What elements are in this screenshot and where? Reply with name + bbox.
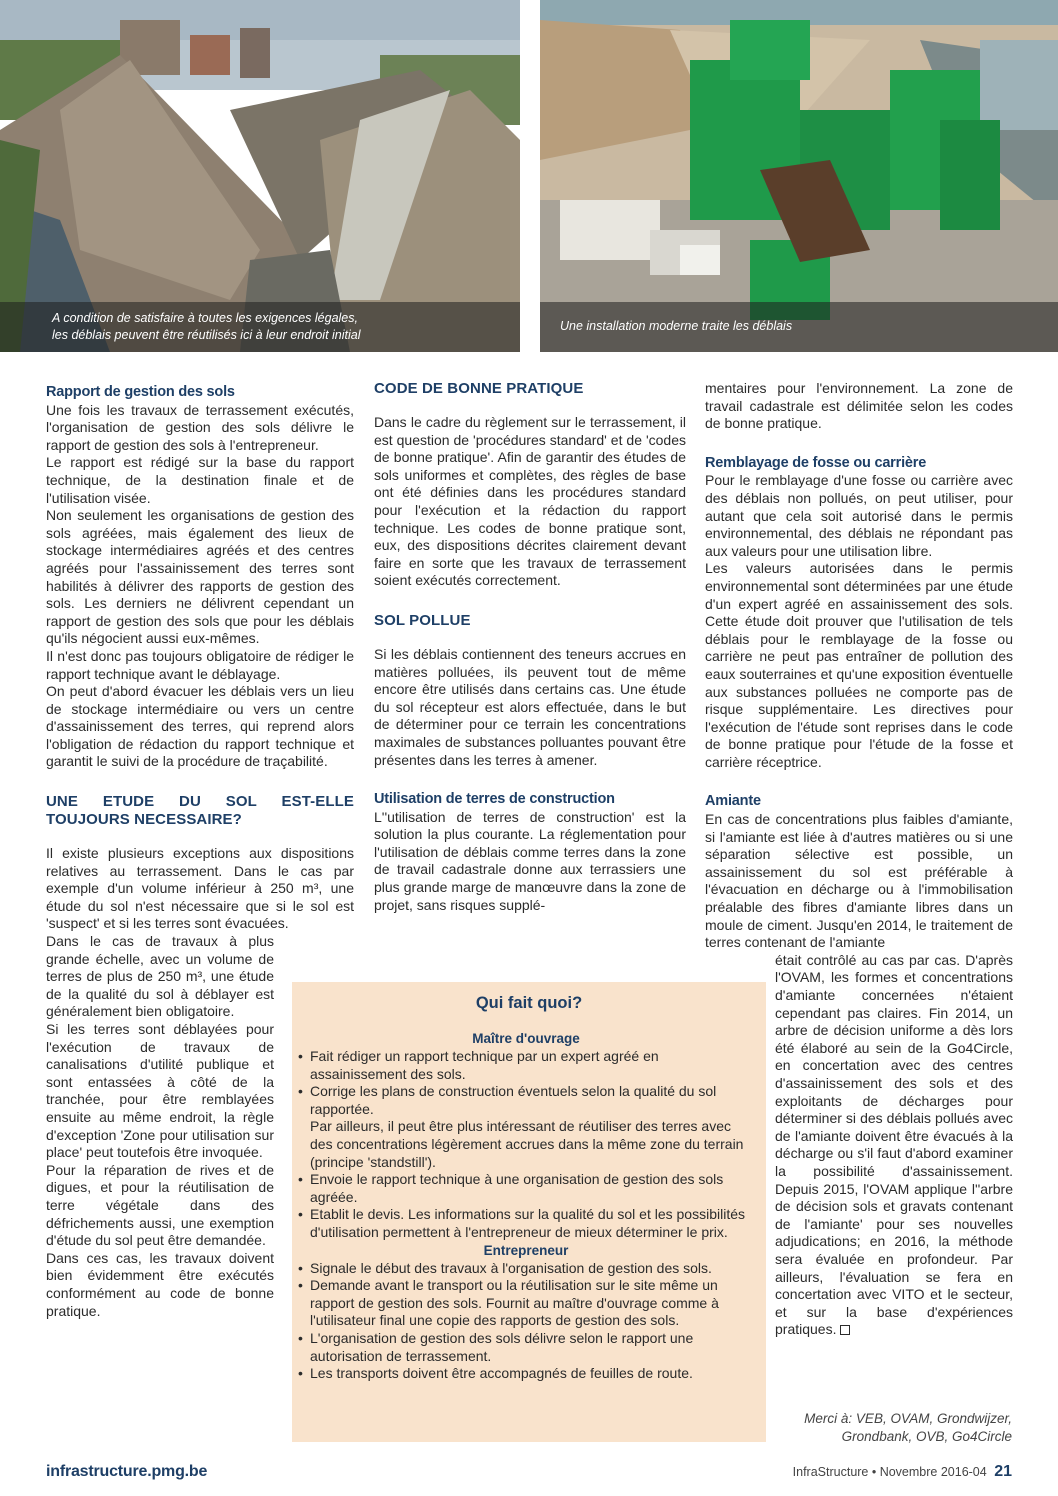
- bullet-icon: •: [298, 1329, 303, 1346]
- paragraph: Le rapport est rédigé sur la base du rapport technique, de la destination finale et de l'utilisation visée.: [46, 454, 354, 506]
- sidebox-title: Qui fait quoi?: [475, 994, 583, 1012]
- right-photo-caption: Une installation moderne traite les déblais: [540, 302, 1058, 352]
- list-item: [298, 1330, 754, 1365]
- acknowledgements-line: Grondbank, OVB, Go4Circle: [841, 1429, 1012, 1444]
- paragraph-text: était contrôlé au cas par cas. D'après l'OVAM, les formes et concentrations d'amiante concernées n'étaient cependant pas claires. Fin 2014, un arbre de décision uniforme a dès lors été élaboré au sein de la Go4Circle, en concertation avec des centres d'assainissement des sols et des exploitants de décharges pour déterminer si des déblais pollués avec de l'amiante doivent être évacués à la décharge ou s'il faut d'abord examiner la possibilité d'assainissement. Depuis 2015, l'OVAM applique l''arbre de décision sols et gravats contenant de l'amiante' pour ses nouvelles adjudications; en 2016, la méthode sera évaluée en profondeur. Par ailleurs, l'évaluation se fera en concertation avec VITO et le secteur, et sur la base d'expériences pratiques.: [775, 951, 1013, 1338]
- paragraph: En cas de concentrations plus faibles d'amiante, si l'amiante est liée à d'autres matières ou si une séparation sélective est possible, un assainissement du sol est préférable à l'évacuation en décharge ou à l'immobilisation préalable des fibres d'amiante libres dans un moule de ciment. Jusqu'en 2014, le traitement de terres contenant de l'amiante: [705, 811, 1013, 951]
- heading-sol-pollue: SOL POLLUE: [374, 611, 471, 629]
- paragraph-with-endmark: [775, 952, 1013, 1339]
- sidebox-qui-fait-quoi: [292, 982, 766, 1442]
- paragraph: Si les déblais contiennent des teneurs accrues en matières polluées, ils peuvent tout de même encore être utilisés dans certains cas. Une étude du sol récepteur est alors effectuée, dans le but de déterminer pour ce terrain les concentrations maximales de substances polluantes pouvant être présentes dans les terres à amener.: [374, 645, 686, 768]
- list-item-text: Envoie le rapport technique à une organisation de gestion des sols agréée.: [310, 1171, 724, 1205]
- paragraph: Pour le remblayage d'une fosse ou carrière avec des déblais non pollués, on peut utiliser, pour autant que cela soit autorisé dans le permis environnemental, des déblais ne répondant pas aux valeurs pour une utilisation libre.: [705, 472, 1013, 559]
- footer-issue-info: [793, 1463, 1012, 1481]
- maitre-list: [298, 1048, 754, 1242]
- list-item-text: Demande avant le transport ou la réutilisation sur le site même un rapport de gestion des sols. Fournit au maître d'ouvrage comme à l'utilisateur final une copie des rapports de gestion des sols.: [310, 1277, 719, 1329]
- caption-line: les déblais peuvent être réutilisés ici à leur endroit initial: [52, 328, 361, 342]
- list-item: [298, 1277, 754, 1330]
- entrepreneur-list: [298, 1260, 754, 1383]
- paragraph: L''utilisation de terres de construction' est la solution la plus courante. La réglementation pour l'utilisation de déblais comme terres dans la zone de travail cadastrale donne aux terrassiers une plus grande marge de manœuvre dans la zone de projet, sans risques supplé-: [374, 808, 686, 913]
- narrow-text-block: [46, 933, 274, 1320]
- bullet-icon: •: [298, 1083, 303, 1100]
- heading-terres-construction: Utilisation de terres de construction: [374, 791, 615, 808]
- paragraph: Dans ces cas, les travaux doivent bien évidemment être exécutés conformément au code de bonne pratique.: [46, 1249, 274, 1319]
- paragraph: Non seulement les organisations de gestion des sols agréées, mais également des lieux de stockage intermédiaires agréés et des centres agréés pour l'assainissement des terres sont habilités à délivrer des rapports de gestion des sols. Les derniers ne délivrent cependant un rapport de gestion des sols que pour les déblais qu'ils négocient aussi eux-mêmes.: [46, 507, 354, 647]
- list-item-text: Les transports doivent être accompagnés de feuilles de route.: [310, 1365, 693, 1382]
- list-item: [298, 1365, 754, 1383]
- paragraph: Pour la réparation de rives et de digues, et pour la réutilisation de terre végétale dans des défrichements aussi, une exemption d'étude du sol peut être demandée.: [46, 1161, 274, 1249]
- sidebox-subheading-entrepreneur: Entrepreneur: [483, 1242, 569, 1258]
- paragraph: Il existe plusieurs exceptions aux dispositions relatives au terrassement. Dans le cas par exemple d'un volume inférieur à 250 m³, une étude du sol n'est nécessaire que si le sol est 'suspect' et si les terres sont évacuées.: [46, 845, 354, 932]
- paragraph: Les valeurs autorisées dans le permis environnemental sont déterminées par une étude d'un expert agréé en assainissement des sols. Cette étude doit prouver que l'utilisation de tels déblais pour le remblayage de la fosse ou carrière ne peut pas entraîner de pollution des eaux souterraines et qu'une exposition éventuelle aux substances polluées ne comporte pas de risque supplémentaire. Les directives pour l'exécution de l'étude sont reprises dans le code de bonne pratique pour l'étude de la fosse et carrière réceptrice.: [705, 560, 1013, 770]
- list-item-text: Etablit le devis. Les informations sur la qualité du sol et les possibilités d'utilisation permettent à l'entrepreneur de mieux déterminer le prix.: [310, 1206, 745, 1240]
- canal-scene-image: [0, 0, 520, 352]
- bullet-icon: •: [298, 1277, 303, 1294]
- end-of-article-icon: [840, 1325, 850, 1335]
- list-item: [298, 1206, 754, 1241]
- list-item-text: Fait rédiger un rapport technique par un expert agréé en assainissement des sols.: [310, 1048, 659, 1082]
- list-item: [298, 1083, 754, 1118]
- paragraph: Une fois les travaux de terrassement exécutés, l'organisation de gestion des sols délivre le rapport de gestion des sols à l'entrepreneur.: [46, 401, 354, 453]
- narrow-text-block: [775, 952, 1013, 1339]
- list-item: [298, 1260, 754, 1278]
- list-continuation: Par ailleurs, il peut être plus intéressant de réutiliser des terres avec des concentrations légèrement accrues dans la même zone du terrain (principe 'standstill').: [310, 1118, 744, 1170]
- bullet-icon: •: [298, 1259, 303, 1276]
- paragraph: Si les terres sont déblayées pour l'exécution de travaux de canalisations d'utilité publique et sont entassées à côté de la tranchée, pour être remblayées ensuite au même endroit, la règle d'exception 'Zone pour utilisation sur place' peut toutefois être invoquée.: [46, 1021, 274, 1161]
- list-item: [298, 1171, 754, 1206]
- bullet-icon: •: [298, 1048, 303, 1064]
- photo-treatment-installation: [540, 0, 1058, 352]
- bullet-icon: •: [298, 1171, 303, 1188]
- page-number: 21: [994, 1463, 1012, 1480]
- paragraph: On peut d'abord évacuer les déblais vers un lieu de stockage intermédiaire ou vers un centre d'assainissement des terres, qui reprend alors l'obligation de rédaction du rapport technique et garantit le suivi de la procédure de traçabilité.: [46, 683, 354, 770]
- acknowledgements: [804, 1410, 1012, 1446]
- list-item-text: Corrige les plans de construction éventuels selon la qualité du sol rapportée.: [310, 1083, 717, 1117]
- paragraph: Il n'est donc pas toujours obligatoire de rédiger le rapport technique avant le déblayage.: [46, 647, 354, 682]
- caption-line: A condition de satisfaire à toutes les exigences légales,: [52, 311, 358, 325]
- footer-website-link[interactable]: infrastructure.pmg.be: [46, 1463, 208, 1480]
- list-item: [298, 1048, 754, 1083]
- list-item-text: L'organisation de gestion des sols délivre selon le rapport une autorisation de terrassement.: [310, 1329, 694, 1364]
- photo-canal-earthworks: [0, 0, 520, 352]
- paragraph: Dans le cas de travaux à plus grande échelle, avec un volume de terres de plus de 250 m³, une étude de la qualité du sol à déblayer est généralement bien obligatoire.: [46, 933, 274, 1020]
- heading-remblayage: Remblayage de fosse ou carrière: [705, 454, 927, 471]
- list-item-text: Signale le début des travaux à l'organisation de gestion des sols.: [310, 1259, 712, 1276]
- bullet-icon: •: [298, 1206, 303, 1223]
- sidebox-body: [298, 1030, 754, 1383]
- paragraph: Dans le cadre du règlement sur le terrassement, il est question de 'procédures standard' et de 'codes de bonne pratique'. Afin de garantir des études de sols uniformes et complètes, des règles de base ont été définies dans les procédures standard pour l'exécution et la rédaction du rapport technique. Les codes de bonne pratique sont, eux, des dispositions décrites clairement devant faire en sorte que les travaux de terrassement soient exécutés correctement.: [374, 414, 686, 589]
- magazine-issue: InfraStructure • Novembre 2016-04: [792, 1465, 987, 1479]
- column-2: [374, 380, 686, 914]
- sidebox-subheading-maitre: Maître d'ouvrage: [472, 1031, 580, 1046]
- bullet-icon: •: [298, 1365, 303, 1382]
- heading-code-bonne-pratique: CODE DE BONNE PRATIQUE: [374, 380, 584, 397]
- heading-etude-du-sol: UNE ETUDE DU SOL EST-ELLE TOUJOURS NECESSAIRE?: [46, 793, 354, 829]
- installation-scene-image: [540, 0, 1058, 352]
- acknowledgements-line: Merci à: VEB, OVAM, Grondwijzer,: [804, 1411, 1012, 1426]
- heading-rapport-gestion: Rapport de gestion des sols: [46, 384, 235, 400]
- left-photo-caption: [0, 302, 520, 352]
- paragraph: mentaires pour l'environnement. La zone de travail cadastrale est délimitée selon les codes de bonne pratique.: [705, 380, 1013, 432]
- heading-amiante: Amiante: [705, 793, 761, 810]
